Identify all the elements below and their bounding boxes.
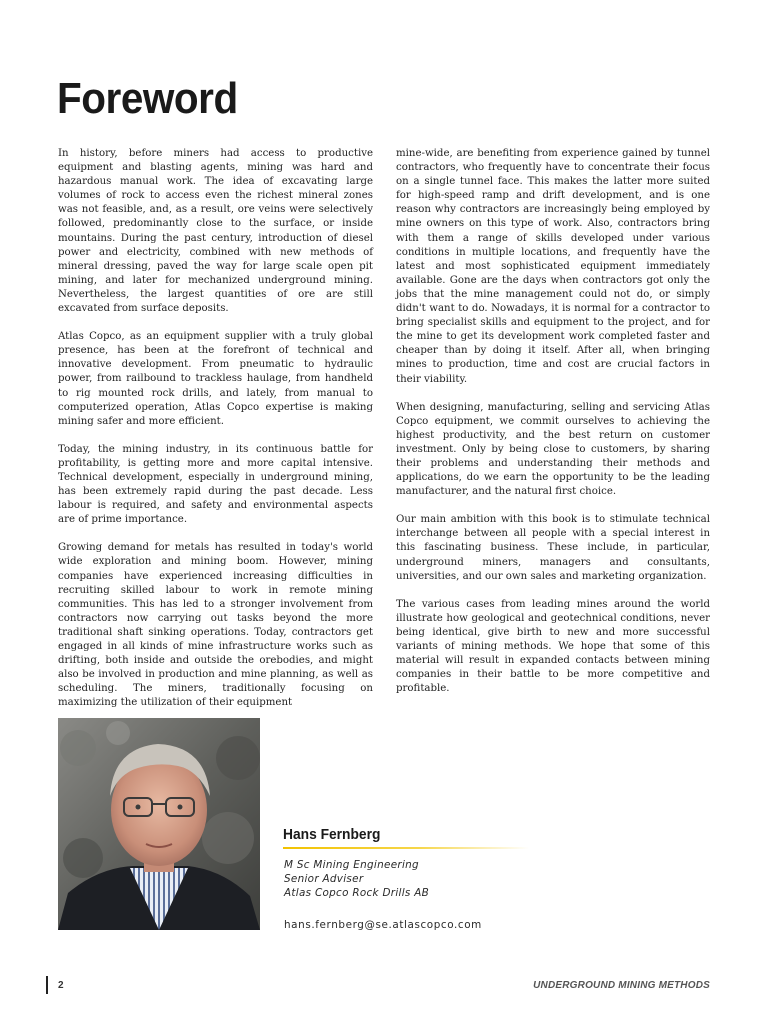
name-underline bbox=[283, 847, 529, 849]
author-email[interactable]: hans.fernberg@se.atlascopco.com bbox=[284, 919, 482, 931]
footer-divider bbox=[46, 976, 48, 994]
author-position: Senior Adviser bbox=[284, 873, 364, 885]
running-title: UNDERGROUND MINING METHODS bbox=[533, 980, 710, 991]
left-column bbox=[58, 147, 373, 724]
author-company: Atlas Copco Rock Drills AB bbox=[284, 887, 430, 899]
paragraph: Growing demand for metals has resulted in today's world wide exploration and mining boom. However, mining companies have experienced increasing difficulties in recruiting skilled labour to work in remote mining communities. This has led to a stronger involvement from contractors now carrying out tasks beyond the more traditional shaft sinking operations. Today, contractors get engaged in all kinds of mine infrastructure works such as drifting, both inside and outside the orebodies, and might also be involved in production and mine planning, as well as scheduling. The miners, traditionally focusing on maximizing the utilization of their equipment bbox=[58, 542, 373, 709]
paragraph: Our main ambition with this book is to stimulate technical interchange between all people with a special interest in this fascinating business. These include, in particular, underground miners, managers and consultants, universities, and our own sales and marketing organization. bbox=[396, 514, 710, 582]
paragraph: Atlas Copco, as an equipment supplier with a truly global presence, has been at the forefront of technical and innovative development. From pneumatic to hydraulic power, from railbound to trackless haulage, from handheld to rig mounted rock drills, and lately, from manual to computerized operation, Atlas Copco expertise is making mining safer and more efficient. bbox=[58, 331, 373, 427]
paragraph: The various cases from leading mines around the world illustrate how geological and geotechnical conditions, never being identical, give birth to new and more successful variants of mining methods. We hope that some of this material will result in expanded contacts between mining companies in their battle to be more competitive and profitable. bbox=[396, 598, 710, 695]
author-degree: M Sc Mining Engineering bbox=[284, 859, 419, 871]
author-name: Hans Fernberg bbox=[283, 826, 381, 843]
paragraph: In history, before miners had access to productive equipment and blasting agents, mining was hard and hazardous manual work. The idea of excavating large volumes of rock to access even the richest mineral zones was not feasible, and, as a result, ore veins were selectively followed, predominantly close to the surface, or inside mountains. During the past century, introduction of diesel power and electricity, combined with new methods of mineral dressing, paved the way for large scale open pit mining, and later for mechanized underground mining. Nevertheless, the largest quantities of ore are still excavated from surface deposits. bbox=[58, 148, 373, 315]
right-column bbox=[396, 147, 710, 710]
paragraph: mine-wide, are benefiting from experience gained by tunnel contractors, who frequently have to concentrate their focus on a single tunnel face. This makes the latter more suited for high-speed ramp and drift development, and is one reason why contractors are increasingly being employed by mine owners on this type of work. Also, contractors bring with them a range of skills developed under various conditions in multiple locations, and frequently have the latest and most sophisticated equipment immediately available. Gone are the days when contractors got only the jobs that the mine management could not do, or simply didn't want to do. Nowadays, it is normal for a contractor to bring specialist skills and equipment to the project, and for the mine to get its development work completed faster and cheaper than by doing it itself. After all, when bringing mines to production, time and cost are crucial factors in their viability. bbox=[396, 148, 710, 385]
paragraph: Today, the mining industry, in its continuous battle for profitability, is getting more and more capital intensive. Technical development, especially in underground mining, has been extremely rapid during the past decade. Less labour is required, and safety and environmental aspects are of prime importance. bbox=[58, 443, 373, 526]
page-title: Foreword bbox=[57, 74, 238, 123]
author-photo bbox=[58, 718, 260, 930]
page-number: 2 bbox=[58, 980, 64, 991]
paragraph: When designing, manufacturing, selling and servicing Atlas Copco equipment, we commit ourselves to achieving the highest productivity, and the best return on customer investment. Only by being close to customers, by sharing their problems and understanding their methods and applications, do we earn the opportunity to be the leading manufacturer, and the natural first choice. bbox=[396, 401, 710, 498]
